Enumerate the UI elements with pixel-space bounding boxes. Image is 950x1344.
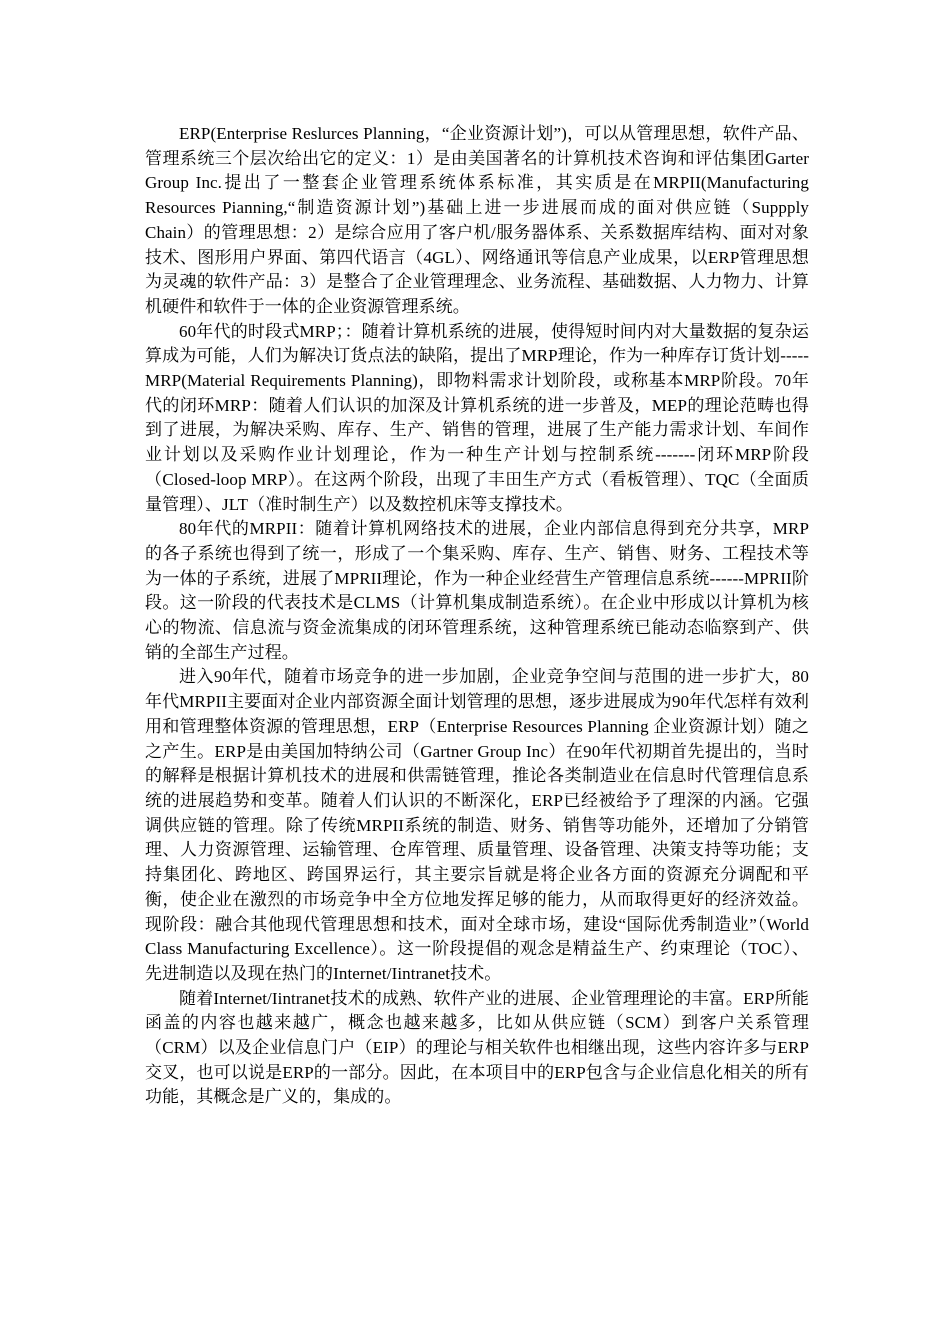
paragraph-internet-erp: 随着Internet/Iintranet技术的成熟、软件产业的进展、企业管理理论的丰富。ERP所能函盖的内容也越来越广，概念也越来越多，比如从供应链（SCM）到客户关系管理（CRM）以及企业信息门户（EIP）的理论与相关软件也相继出现，这些内容许多与ERP交叉，也可以说是ERP的一部分。因此，在本项目中的ERP包含与企业信息化相关的所有功能，其概念是广义的，集成的。 (145, 988, 809, 1107)
paragraph-1990s-erp: 进入90年代，随着市场竞争的进一步加剧，企业竞争空间与范围的进一步扩大，80年代MRPII主要面对企业内部资源全面计划管理的思想，逐步进展成为90年代怎样有效利用和管理整体资源的管理思想，ERP（Enterprise Resources Planning 企业资源计划）随之之产生。ERP是由美国加特纳公司（Gartner Group Inc）在90年代初期首先提出的，当时的解释是根据计算机技术的进展和供需链管理，推论各类制造业在信息时代管理信息系统的进展趋势和变革。随着人们认识的不断深化，ERP已经被给予了理深的内涵。它强调供应链的管理。除了传统MRPII系统的制造、财务、销售等功能外，还增加了分销管理、人力资源管理、运输管理、仓库管理、质量管理、设备管理、决策支持等功能；支持集团化、跨地区、跨国界运行，其主要宗旨就是将企业各方面的资源充分调配和平衡，使企业在激烈的市场竞争中全方位地发挥足够的能力，从而取得更好的经济效益。现阶段：融合其他现代管理思想和技术，面对全球市场，建设“国际优秀制造业”（World Class Manufacturing Excellence）。这一阶段提倡的观念是精益生产、约束理论（TOC）、先进制造以及现在热门的Internet/Iintranet技术。 (145, 667, 809, 983)
document-body (145, 122, 809, 1110)
paragraph-mrp-stages: 60年代的时段式MRP；：随着计算机系统的进展，使得短时间内对大量数据的复杂运算成为可能，人们为解决订货点法的缺陷，提出了MRP理论，作为一种库存订货计划-----MRP(Material Requirements Planning)，即物料需求计划阶段，或称基本MRP阶段。70年代的闭环MRP：随着人们认识的加深及计算机系统的进一步普及，MEP的理论范畴也得到了进展，为解决采购、库存、生产、销售的管理，进展了生产能力需求计划、车间作业计划以及采购作业计划理论，作为一种生产计划与控制系统-------闭环MRP阶段（Closed-loop MRP）。在这两个阶段，出现了丰田生产方式（看板管理）、TQC（全面质量管理）、JLT（准时制生产）以及数控机床等支撑技术。 (145, 321, 809, 514)
paragraph-mrpii: 80年代的MRPII：随着计算机网络技术的进展，企业内部信息得到充分共享，MRP的各子系统也得到了统一，形成了一个集采购、库存、生产、销售、财务、工程技术等为一体的子系统，进展了MPRII理论，作为一种企业经营生产管理信息系统------MPRII阶段。这一阶段的代表技术是CLMS（计算机集成制造系统）。在企业中形成以计算机为核心的物流、信息流与资金流集成的闭环管理系统，这种管理系统已能动态临察到产、供销的全部生产过程。 (145, 519, 809, 662)
paragraph-erp-definition: ERP(Enterprise Reslurces Planning，“企业资源计划”)，可以从管理思想，软件产品、管理系统三个层次给出它的定义：1）是由美国著名的计算机技术咨询和评估集团Garter Group Inc.提出了一整套企业管理系统体系标准，其实质是在MRPII(Manufacturing Resources Pianning,“制造资源计划”)基础上进一步进展而成的面对供应链（Suppply Chain）的管理思想：2）是综合应用了客户机/服务器体系、关系数据库结构、面对对象技术、图形用户界面、第四代语言（4GL）、网络通讯等信息产业成果，以ERP管理思想为灵魂的软件产品：3）是整合了企业管理理念、业务流程、基础数据、人力物力、计算机硬件和软件于一体的企业资源管理系统。 (145, 124, 809, 316)
